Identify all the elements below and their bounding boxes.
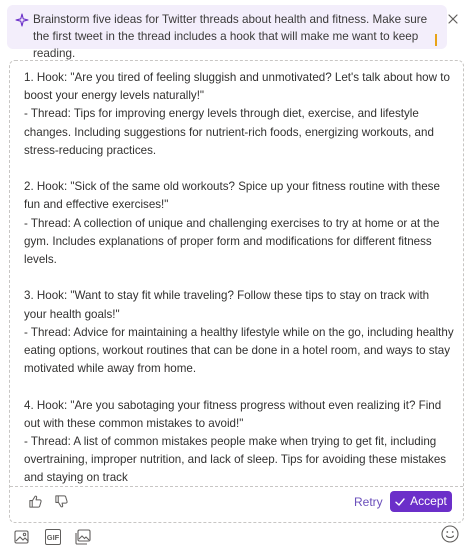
sparkle-icon	[15, 13, 29, 27]
response-text: 1. Hook: "Are you tired of feeling sluggish and unmotivated? Let's talk about how to boost your energy levels naturally!" - Thread: Tips for improving energy levels through diet, exercise, and lifestyle changes. Including suggestions for nutrient-rich foods, energizing workouts, and stress-reducing practices. 2. Hook: "Sick of the same old workouts? Spice up your fitness routine with these fun and effective exercises!" - Thread: A collection of unique and challenging exercises to try at home or at the gym. Includes explanations of proper form and modifications for different fitness levels. 3. Hook: "Want to stay fit while traveling? Follow these tips to stay on track with your health goals!" - Thread: Advice for maintaining a healthy lifestyle while on the go, including healthy eating options, workout routines that can be done in a hotel room, and ways to stay motivated while away from home. 4. Hook: "Are you sabotaging your fitness progress without even realizing it? Find out with these common mistakes to avoid!" - Thread: A list of common mistakes people make when trying to get fit, including overtraining, improper nutrition, and lack of sleep. Tips for avoiding these mistakes and staying on track	[24, 71, 454, 485]
card-divider	[10, 486, 463, 487]
gif-label: GIF	[46, 532, 60, 542]
emoji-icon[interactable]	[440, 524, 460, 544]
thumbs-up-icon[interactable]	[28, 494, 43, 509]
gif-icon[interactable]	[45, 529, 61, 545]
prompt-text: Brainstorm five ideas for Twitter threads about health and fitness. Make sure the first tweet in the thread includes a hook that will make me want to keep reading.	[33, 13, 428, 60]
photo-gallery-icon[interactable]	[74, 528, 92, 546]
accept-button[interactable]	[390, 491, 452, 512]
response-card	[9, 60, 464, 523]
thumbs-down-icon[interactable]	[54, 494, 69, 509]
close-icon[interactable]	[446, 12, 460, 26]
text-cursor-icon	[432, 34, 440, 46]
image-icon[interactable]	[13, 528, 31, 546]
accept-label: Accept	[410, 494, 447, 508]
retry-button[interactable]: Retry	[354, 495, 383, 509]
checkmark-icon	[395, 497, 405, 507]
prompt-bar	[7, 5, 447, 60]
